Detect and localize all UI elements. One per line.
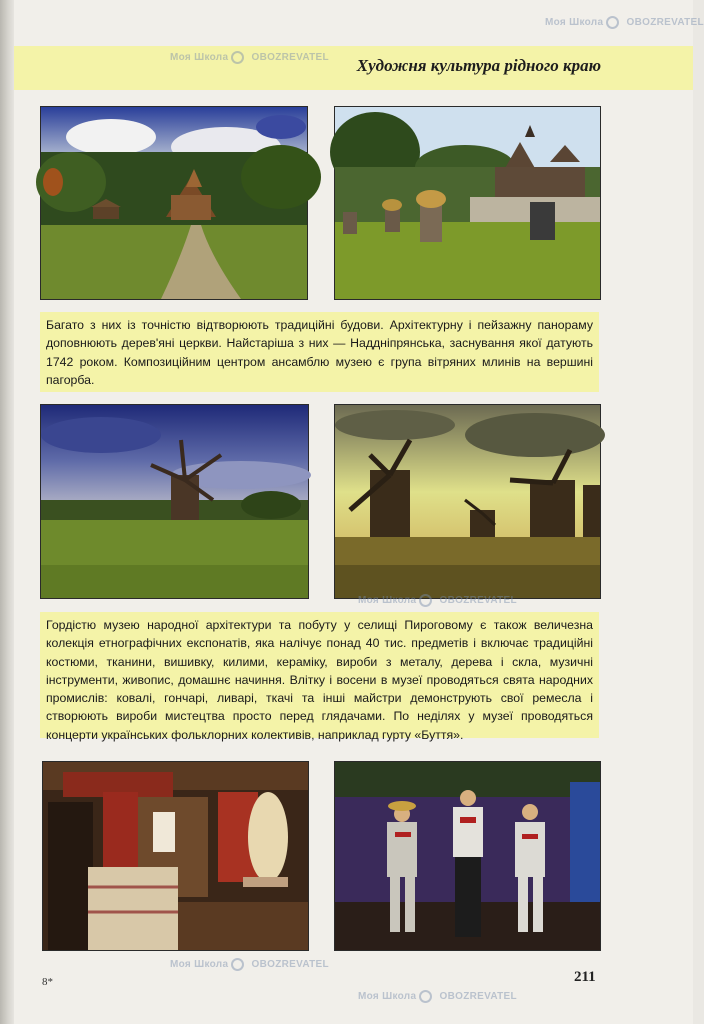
photo-village-church xyxy=(40,106,308,300)
watermark-logo-icon xyxy=(606,16,619,29)
watermark-logo-icon xyxy=(419,594,432,607)
paragraph-collection: Гордістю музею народної архітектури та побуту у селищі Пироговому є також величезна колекція етнографічних експонатів, яка налічує понад 40 тис. предметів і включає традиційні костюми, тканини, вишивку, килими, кераміку, вироби з металу, дерева і скла, музичні інструменти, живопис, домашнє начиння. Влітку і восени в музеї проводяться свята народних промислів: ковалі, гончарі, ливарі, ткачі та інші майстри демонструють свої ремесла і створюють вироби мистецтва просто перед глядачами. По неділях у музеї проводяться концерти українських фольклорних колективів, наприклад гурту «Буття». xyxy=(46,618,593,742)
paragraph-architecture: Багато з них із точністю відтворюють традиційні будови. Архітектурну і пейзажну панораму доповнюють дерев'яні церкви. Найстаріша з них — Наддніпрянська, заснування якої датують 1742 роком. Композиційним центром ансамблю музею є група вітряних млинів на вершині пагорба. xyxy=(46,318,593,387)
photo-three-windmills xyxy=(334,404,601,599)
watermark-left-text: Моя Школа xyxy=(358,595,417,607)
watermark-left xyxy=(358,594,517,607)
watermark-left xyxy=(170,51,329,64)
page-title: Художня культура рідного краю xyxy=(356,56,601,75)
watermark-logo-icon xyxy=(231,51,244,64)
printer-signature: 8* xyxy=(42,976,53,988)
text-block-collection xyxy=(40,612,599,742)
page-number: 211 xyxy=(574,969,596,985)
photo-folk-concert xyxy=(334,761,601,951)
watermark-logo-icon xyxy=(419,990,432,1003)
watermark-right-text: OBOZREVATEL xyxy=(439,595,517,607)
watermark-left-text: Моя Школа xyxy=(170,959,229,971)
watermark-left-text: Моя Школа xyxy=(170,52,229,64)
watermark-left xyxy=(358,990,517,1003)
watermark-right-text: OBOZREVATEL xyxy=(251,52,329,64)
watermark-right-text: OBOZREVATEL xyxy=(439,991,517,1003)
watermark-left xyxy=(170,958,329,971)
photo-house-interior xyxy=(42,761,309,951)
book-spine-shadow xyxy=(0,0,14,1024)
watermark-right-text: OBOZREVATEL xyxy=(251,959,329,971)
header-band xyxy=(14,46,693,90)
watermark-right-text: OBOZREVATEL xyxy=(626,17,704,29)
watermark-left-text: Моя Школа xyxy=(545,17,604,29)
text-block-architecture xyxy=(40,312,599,392)
watermark-left xyxy=(545,16,704,29)
watermark-left-text: Моя Школа xyxy=(358,991,417,1003)
photo-church-and-beehives xyxy=(334,106,601,300)
watermark-logo-icon xyxy=(231,958,244,971)
photo-windmill-field xyxy=(40,404,309,599)
